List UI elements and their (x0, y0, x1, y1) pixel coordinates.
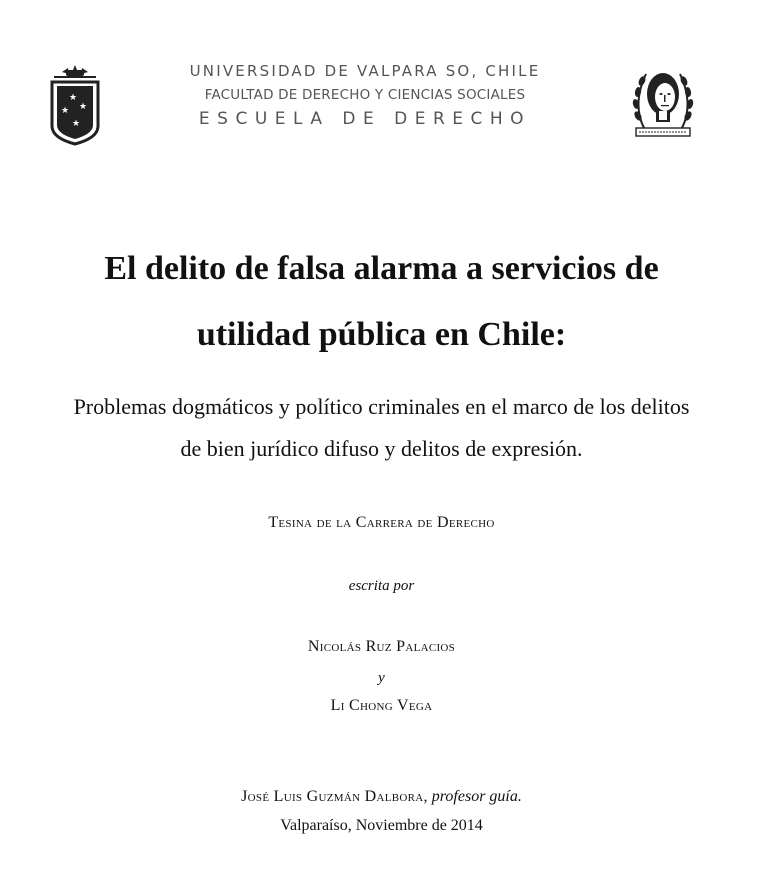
author-2: Li Chong Vega (330, 697, 433, 714)
university-name: UNIVERSIDAD DE VALPARA SO, CHILE (189, 62, 541, 80)
university-shield-logo (48, 64, 102, 146)
thesis-subtitle-line-1: Problemas dogmáticos y político criminales en el marco de los delitos (73, 394, 690, 419)
thesis-title-line-2: utilidad pública en Chile: (196, 316, 567, 353)
faculty-name: FACULTAD DE DERECHO Y CIENCIAS SOCIALES (204, 87, 526, 103)
thesis-title-line-1: El delito de falsa alarma a servicios de (104, 250, 659, 287)
svg-text:★: ★ (72, 119, 81, 129)
advisor-name: José Luis Guzmán Dalbora, (241, 788, 428, 805)
written-by-label: escrita por (348, 578, 415, 594)
thesis-subtitle-line-2: de bien jurídico difuso y delitos de expresión. (180, 436, 583, 461)
place-date: Valparaíso, Noviembre de 2014 (280, 817, 483, 834)
school-name: ESCUELA DE DERECHO (198, 109, 532, 129)
svg-text:★: ★ (79, 102, 88, 112)
author-1: Nicolás Ruz Palacios (307, 638, 456, 655)
svg-text:★: ★ (69, 93, 78, 103)
author-conjunction: y (378, 670, 385, 686)
advisor-line (0, 788, 763, 806)
thesis-type: Tesina de la Carrera de Derecho (268, 514, 495, 531)
faculty-seal-logo (630, 64, 696, 140)
svg-text:★: ★ (61, 106, 70, 116)
advisor-role: profesor guía. (431, 788, 522, 805)
